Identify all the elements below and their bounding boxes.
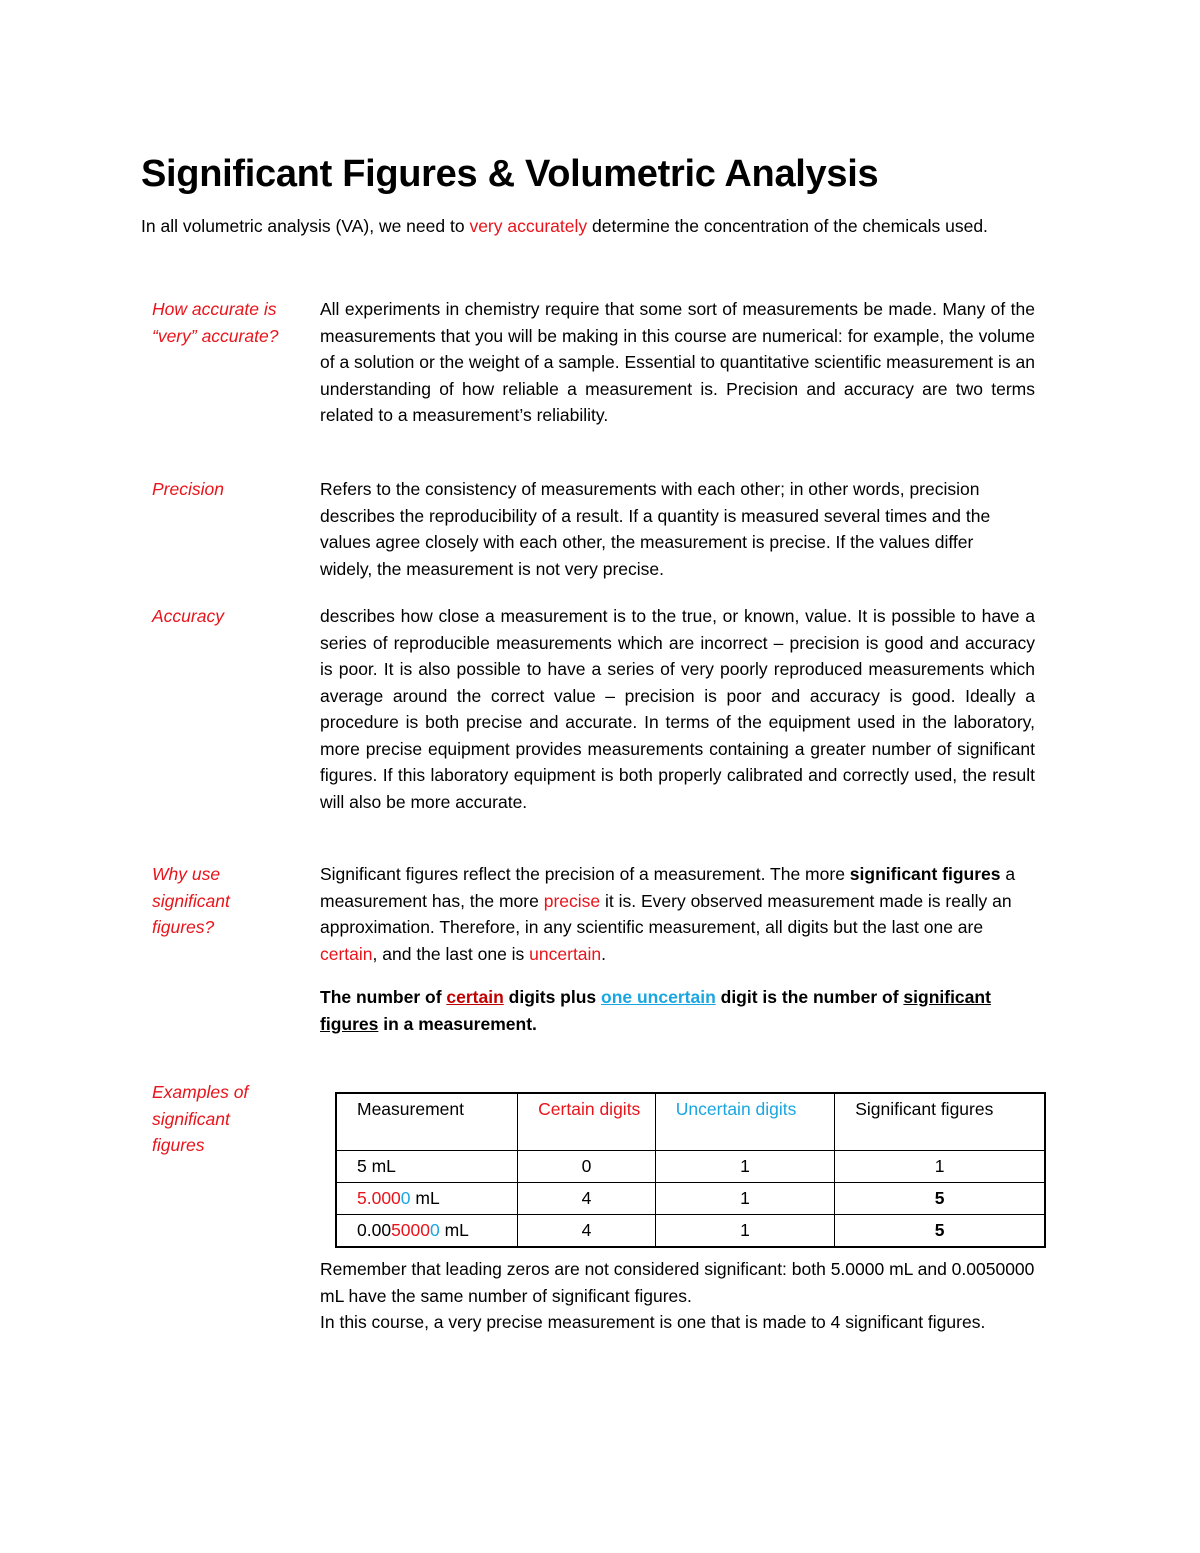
cell-measurement (336, 1214, 518, 1247)
why-text-9: . (601, 943, 607, 964)
text-accuracy: describes how close a measurement is to the true, or known, value. It is possible to have a series of reproducible measurements which are incorrect – precision is good and accuracy is poor. It is also possible to have a series of very poorly reproduced measurements which average around the correct value – precision is poor and accuracy is good. Ideally a procedure is both precise and accurate. In terms of the equipment used in the laboratory, more precise equipment provides measurements containing a greater number of significant figures. If this laboratory equipment is both properly calibrated and correctly used, the result will also be more accurate. (320, 606, 1035, 812)
cell-uncertain: 1 (655, 1150, 834, 1182)
cell-measurement (336, 1150, 518, 1182)
note-course-precision: In this course, a very precise measurement is one that is made to 4 significant figures. (320, 1312, 986, 1332)
cell-sigfigs: 5 (835, 1182, 1045, 1214)
why-text-3: a measurement has, the more (320, 864, 1016, 911)
cell-certain: 4 (518, 1214, 656, 1247)
cell-uncertain: 1 (655, 1182, 834, 1214)
header-significant-figures: Significant figures (835, 1093, 1045, 1150)
table-row (336, 1214, 1045, 1247)
table-header-row (336, 1093, 1045, 1150)
cell-sigfigs: 5 (835, 1214, 1045, 1247)
text-why-use (320, 861, 1035, 967)
measurement-certain-digits: 5000 (391, 1219, 430, 1240)
cell-measurement (336, 1182, 518, 1214)
why-text-7: , and the last one is (372, 943, 530, 964)
text-precision: Refers to the consistency of measurements with each other; in other words, precision describes the reproducibility of a result. If a quantity is measured several times and the values agree closely with each other, the measurement is precise. If the values differ widely, the measurement is not very precise. (320, 479, 991, 579)
note-leading-zeros: Remember that leading zeros are not considered significant: both 5.0000 mL and 0.0050000 mL have the same number of significant figures. (320, 1259, 1035, 1306)
measurement-unit: mL (410, 1187, 440, 1208)
page-title: Significant Figures & Volumetric Analysis (141, 153, 879, 195)
why-bold-sigfigs: significant figures (849, 864, 1001, 884)
measurement-uncertain-digit: 0 (400, 1187, 411, 1208)
cell-certain: 0 (518, 1150, 656, 1182)
key-text-a: The number of (320, 987, 447, 1007)
key-statement (320, 984, 1040, 1037)
measurement-leading-zeros: 0.00 (357, 1219, 392, 1240)
header-certain-digits: Certain digits (518, 1093, 656, 1150)
key-text-c: digits plus (503, 987, 602, 1007)
cell-certain: 4 (518, 1182, 656, 1214)
table-row (336, 1182, 1045, 1214)
key-text-g: in a measurement. (378, 1013, 537, 1034)
key-certain: certain (446, 987, 504, 1007)
header-uncertain-digits: Uncertain digits (655, 1093, 834, 1150)
measurement-uncertain-digit: 0 (430, 1219, 440, 1240)
cell-sigfigs: 1 (835, 1150, 1045, 1182)
why-red-precise: precise (543, 890, 601, 911)
why-red-uncertain: uncertain (529, 943, 602, 964)
label-why-use: Why use significant figures? (152, 864, 230, 937)
key-text-e: digit is the number of (715, 987, 904, 1007)
notes-block (320, 1256, 1040, 1336)
label-how-accurate: How accurate is “very” accurate? (152, 299, 279, 346)
text-how-accurate: All experiments in chemistry require that some sort of measurements be made. Many of the measurements that you will be making in this course are numerical: for example, the volume of a solution or the weight of a sample. Essential to quantitative scientific measurement is an understanding of how reliable a measurement is. Precision and accuracy are two terms related to a measurement’s reliability. (320, 299, 1035, 425)
measurement-digits: 5 (357, 1155, 367, 1176)
header-measurement: Measurement (336, 1093, 518, 1150)
table-row (336, 1150, 1045, 1182)
cell-uncertain: 1 (655, 1214, 834, 1247)
intro-text-after: determine the concentration of the chemicals used. (587, 216, 988, 236)
key-one-uncertain: one uncertain (601, 987, 716, 1007)
intro-highlight: very accurately (469, 216, 588, 236)
label-accuracy: Accuracy (152, 606, 224, 626)
measurement-unit: mL (366, 1155, 396, 1176)
key-significant-figures: significant figures (320, 987, 991, 1034)
why-text-1: Significant figures reflect the precision of a measurement. The more (320, 864, 850, 884)
measurement-unit: mL (439, 1219, 469, 1240)
significant-figures-table (335, 1092, 1046, 1248)
label-examples: Examples of significant figures (152, 1082, 249, 1155)
intro-text-before: In all volumetric analysis (VA), we need to (141, 216, 470, 236)
measurement-certain-digits: 5.000 (357, 1187, 401, 1208)
why-red-certain: certain (320, 943, 373, 964)
label-precision: Precision (152, 479, 224, 499)
why-text-5: it is. Every observed measurement made is really an approximation. Therefore, in any scientific measurement, all digits but the last one are (320, 890, 1012, 937)
intro-paragraph (141, 213, 1056, 240)
